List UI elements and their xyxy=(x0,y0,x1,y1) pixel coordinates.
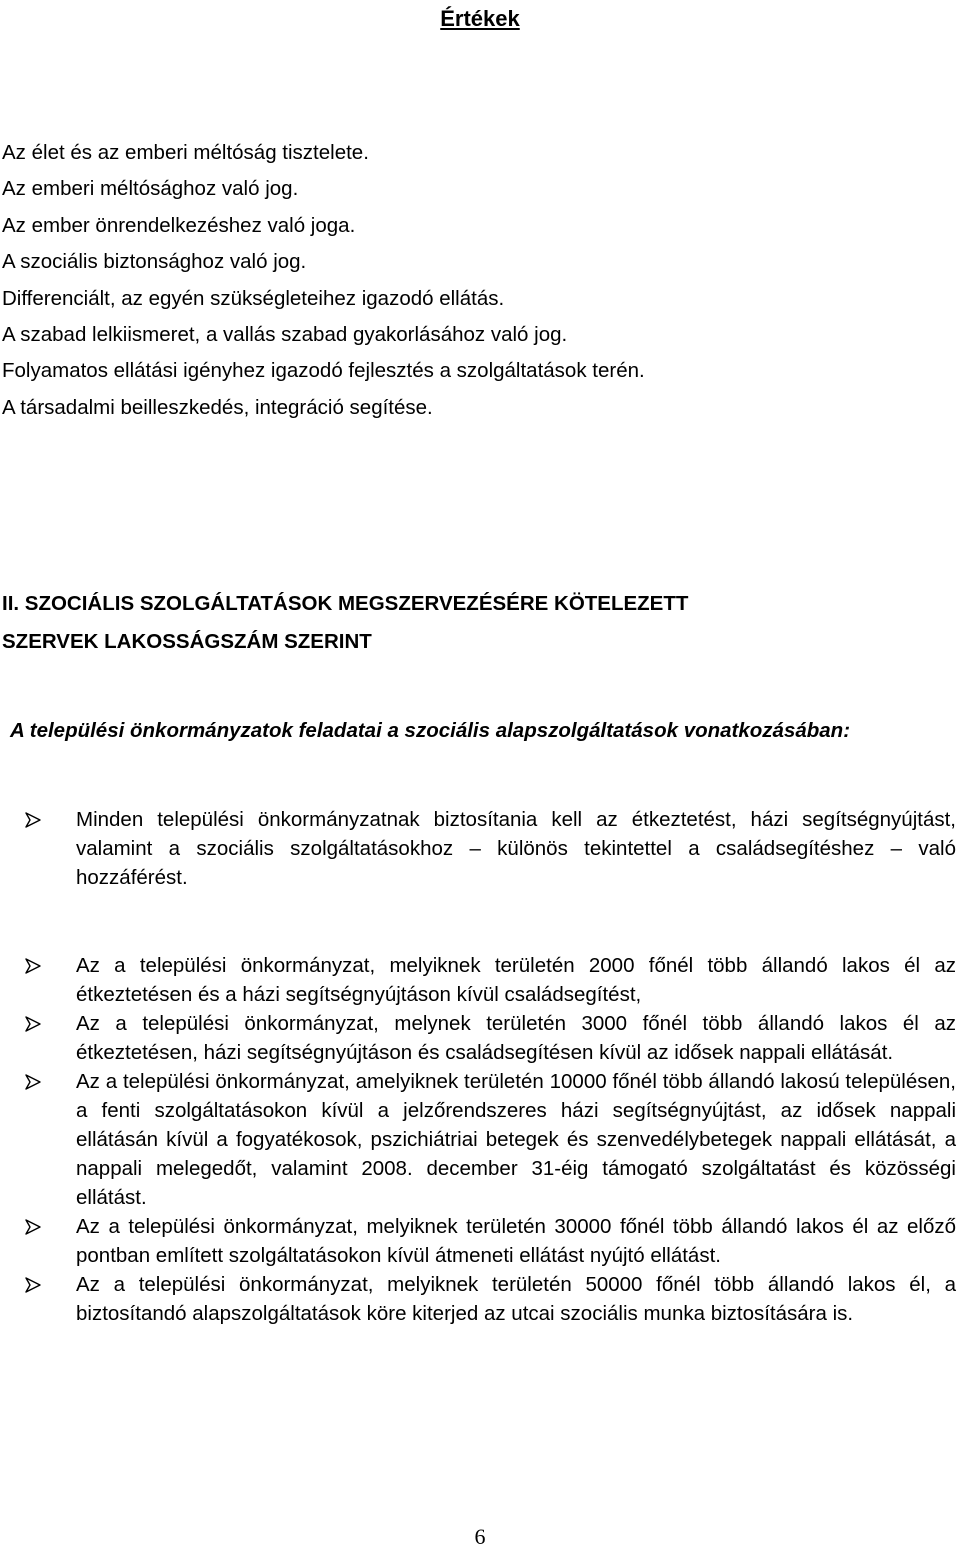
bullet-item xyxy=(2,1270,956,1328)
bullet-text: Az a települési önkormányzat, melyiknek területén 2000 főnél több állandó lakos él az étkeztetésen és a házi segítségnyújtáson kívül családsegítést, xyxy=(76,954,956,1006)
bullet-item xyxy=(2,1067,956,1212)
bullet-text: Az a települési önkormányzat, melynek területén 3000 főnél több állandó lakos él az étkeztetésen, házi segítségnyújtáson és családsegítésen kívül az idősek nappali ellátását. xyxy=(76,1012,956,1064)
page-number: 6 xyxy=(474,1524,486,1549)
arrow-bullet-icon xyxy=(24,1276,42,1294)
bullet-text: Az a települési önkormányzat, melyiknek területén 30000 főnél több állandó lakos él az előző pontban említett szolgáltatásokon kívül átmeneti ellátást nyújtó ellátást. xyxy=(76,1215,956,1267)
bullet-item xyxy=(2,951,956,1009)
arrow-bullet-icon xyxy=(24,1218,42,1236)
bullet-text: Az a települési önkormányzat, melyiknek területén 50000 főnél több állandó lakos él, a biztosítandó alapszolgáltatások köre kiterjed az utcai szociális munka biztosítására is. xyxy=(76,1273,956,1325)
bullet-item xyxy=(2,1212,956,1270)
arrow-bullet-icon xyxy=(24,957,42,975)
section-heading xyxy=(2,585,952,661)
values-item: A társadalmi beilleszkedés, integráció segítése. xyxy=(2,395,433,419)
subheading: A települési önkormányzatok feladatai a szociális alapszolgáltatások vonatkozásában: xyxy=(10,719,851,742)
bullet-text: Az a települési önkormányzat, amelyiknek területén 10000 főnél több állandó lakosú településen, a fenti szolgáltatásokon kívül a jelzőrendszeres házi segítségnyújtást, az idősek nappali ellátásán kívül a fogyatékosok, pszichiátriai betegek és szenvedélybetegek nappali ellátását, a nappali melegedőt, valamint 2008. december 31-éig támogató szolgáltatást és közösségi ellátást. xyxy=(76,1070,956,1209)
page-title: Értékek xyxy=(440,6,520,31)
values-item: Az élet és az emberi méltóság tisztelete. xyxy=(2,141,369,164)
section-heading-line: SZERVEK LAKOSSÁGSZÁM SZERINT xyxy=(2,630,372,653)
bullet-item xyxy=(2,805,956,892)
arrow-bullet-icon xyxy=(24,1073,42,1091)
values-item: A szociális biztonsághoz való jog. xyxy=(2,250,307,274)
arrow-bullet-icon xyxy=(24,811,42,829)
bullet-text: Minden települési önkormányzatnak biztosítania kell az étkeztetést, házi segítségnyújtást, valamint a szociális szolgáltatásokhoz – különös tekintettel a családsegítéshez – való hozzáférést. xyxy=(76,808,956,889)
values-list xyxy=(2,135,645,426)
section-heading-line: II. SZOCIÁLIS SZOLGÁLTATÁSOK MEGSZERVEZÉSÉRE KÖTELEZETT xyxy=(2,592,689,615)
bullet-item xyxy=(2,1009,956,1067)
values-item: A szabad lelkiismeret, a vallás szabad gyakorlásához való jog. xyxy=(2,323,568,347)
values-item: Az emberi méltósághoz való jog. xyxy=(2,177,299,201)
bullet-list xyxy=(2,805,956,892)
values-item: Folyamatos ellátási igényhez igazodó fejlesztés a szolgáltatások terén. xyxy=(2,359,645,383)
values-item: Differenciált, az egyén szükségleteihez igazodó ellátás. xyxy=(2,286,505,310)
values-item: Az ember önrendelkezéshez való joga. xyxy=(2,213,356,237)
bullet-list xyxy=(2,951,956,1328)
arrow-bullet-icon xyxy=(24,1015,42,1033)
